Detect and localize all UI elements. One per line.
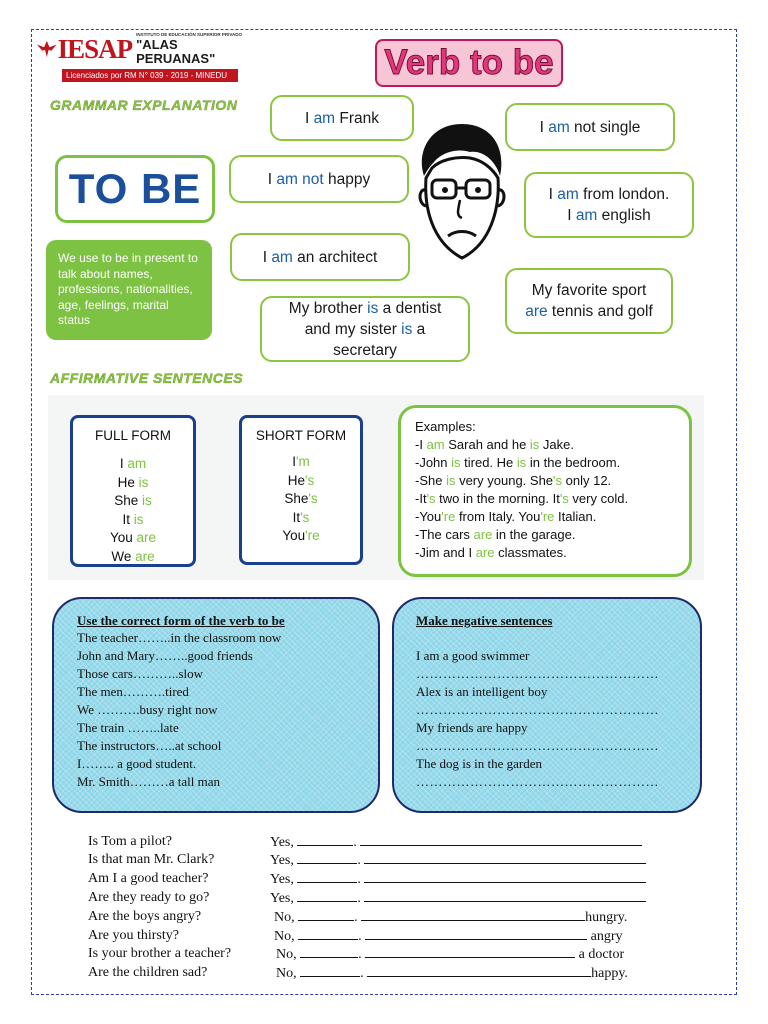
example-line: -Jim and I are classmates. [415, 545, 567, 560]
exercise1-line[interactable]: Those cars………..slow [77, 666, 204, 681]
to-be-box [55, 155, 215, 223]
exercise1-line[interactable]: The train ……..late [77, 720, 179, 735]
question-text: Are you thirsty? [88, 928, 179, 943]
bubble-architect: I am an architect [230, 233, 410, 281]
answer-blank[interactable] [360, 834, 642, 846]
answer-blank[interactable] [300, 965, 360, 977]
question-text: Is Tom a pilot? [88, 834, 172, 849]
eagle-icon [36, 38, 58, 60]
license-strip: Licenciados por RM N° 039 - 2019 - MINEDU [62, 69, 238, 82]
question-text: Am I a good teacher? [88, 871, 209, 886]
example-line: -You're from Italy. You're Italian. [415, 509, 597, 524]
short-answer-questions: Is Tom a pilot? Yes, . Is that man Mr. Clark? Yes, . Am I a good teacher? Yes, . Are they ready to go? Yes, . Are the boys angry? No, . hungry. Are you thirsty? No, . angry Is your brother a teacher? No, . a doctor Are the children sad? No, . happy. [88, 834, 668, 994]
question-text: Are the children sad? [88, 965, 208, 980]
exercise1-line[interactable]: The men……….tired [77, 684, 189, 699]
bubble-not-happy: I am not happy [229, 155, 409, 203]
example-line: -John is tired. He is in the bedroom. [415, 455, 621, 470]
bubble-frank: I am Frank [270, 95, 414, 141]
exercise1-line[interactable]: The teacher……..in the classroom now [77, 630, 282, 645]
full-form-list: I am He is She is It is You are We are [109, 456, 157, 564]
exercise-negative-sentences [392, 597, 702, 813]
grammar-heading: GRAMMAR EXPLANATION [50, 97, 238, 113]
answer-line[interactable]: ……………………………………………… [416, 774, 659, 789]
example-line: -I am Sarah and he is Jake. [415, 437, 574, 452]
grammar-description: We use to be in present to talk about names, professions, nationalities, age, feelings, marital status [46, 240, 212, 340]
bubble-london: I am from london. I am english [524, 172, 694, 238]
exercise1-heading: Use the correct form of the verb to be [77, 613, 285, 628]
examples-title: Examples: [415, 419, 476, 434]
institute-name: "ALAS PERUANAS" [136, 37, 216, 66]
exercise2-sentence: Alex is an intelligent boy [416, 684, 548, 699]
answer-blank[interactable] [298, 928, 358, 940]
school-logo [36, 32, 248, 82]
short-form-box [239, 415, 363, 565]
exercise1-line[interactable]: Mr. Smith………a tall man [77, 774, 220, 789]
answer-line[interactable]: ……………………………………………… [416, 666, 659, 681]
exercise2-heading: Make negative sentences [416, 613, 553, 628]
bubble-brother: My brother is a dentist and my sister is a secretary [260, 296, 470, 362]
exercise2-sentence: The dog is in the garden [416, 756, 542, 771]
question-text: Is that man Mr. Clark? [88, 852, 215, 867]
example-line: -She is very young. She's only 12. [415, 473, 612, 488]
question-text: Is your brother a teacher? [88, 946, 232, 961]
exercise-verb-to-be [52, 597, 380, 813]
bubble-sport: My favorite sport are tennis and golf [505, 268, 673, 334]
answer-blank[interactable] [298, 909, 354, 921]
answer-blank[interactable] [367, 965, 591, 977]
to-be-label: TO BE [68, 165, 202, 212]
man-face-illustration [412, 118, 510, 264]
full-form-box [70, 415, 196, 567]
question-text: Are they ready to go? [88, 890, 210, 905]
answer-blank[interactable] [297, 871, 357, 883]
exercise1-line[interactable]: John and Mary……..good friends [77, 648, 253, 663]
exercise1-line[interactable]: The instructors…..at school [77, 738, 222, 753]
exercise2-sentence: I am a good swimmer [416, 648, 530, 663]
answer-blank[interactable] [297, 834, 353, 846]
bubble-not-single: I am not single [505, 103, 675, 151]
answer-blank[interactable] [364, 871, 646, 883]
institute-caption: INSTITUTO DE EDUCACIÓN SUPERIOR PRIVADO [136, 32, 242, 37]
exercise2-sentence: My friends are happy [416, 720, 528, 735]
logo-word: IESAP [57, 34, 133, 64]
exercise1-line[interactable]: I…….. a good student. [77, 756, 197, 771]
answer-blank[interactable] [361, 909, 585, 921]
answer-blank[interactable] [364, 852, 646, 864]
affirmative-heading: AFFIRMATIVE SENTENCES [50, 370, 244, 386]
exercise1-line[interactable]: We ……….busy right now [77, 702, 218, 717]
short-form-list: I'm He's She's It's You're [282, 454, 320, 543]
page-title: Verb to be [375, 39, 563, 87]
answer-blank[interactable] [297, 852, 357, 864]
answer-line[interactable]: ……………………………………………… [416, 738, 659, 753]
answer-line[interactable]: ……………………………………………… [416, 702, 659, 717]
answer-blank[interactable] [300, 946, 358, 958]
example-line: -The cars are in the garage. [415, 527, 576, 542]
question-text: Are the boys angry? [88, 909, 202, 924]
answer-blank[interactable] [297, 890, 357, 902]
answer-blank[interactable] [364, 890, 646, 902]
full-form-title: FULL FORM [94, 428, 171, 443]
short-form-title: SHORT FORM [255, 428, 347, 443]
example-line: -It's two in the morning. It's very cold. [415, 491, 629, 506]
answer-blank[interactable] [365, 946, 575, 958]
examples-box [398, 405, 692, 577]
answer-blank[interactable] [365, 928, 587, 940]
